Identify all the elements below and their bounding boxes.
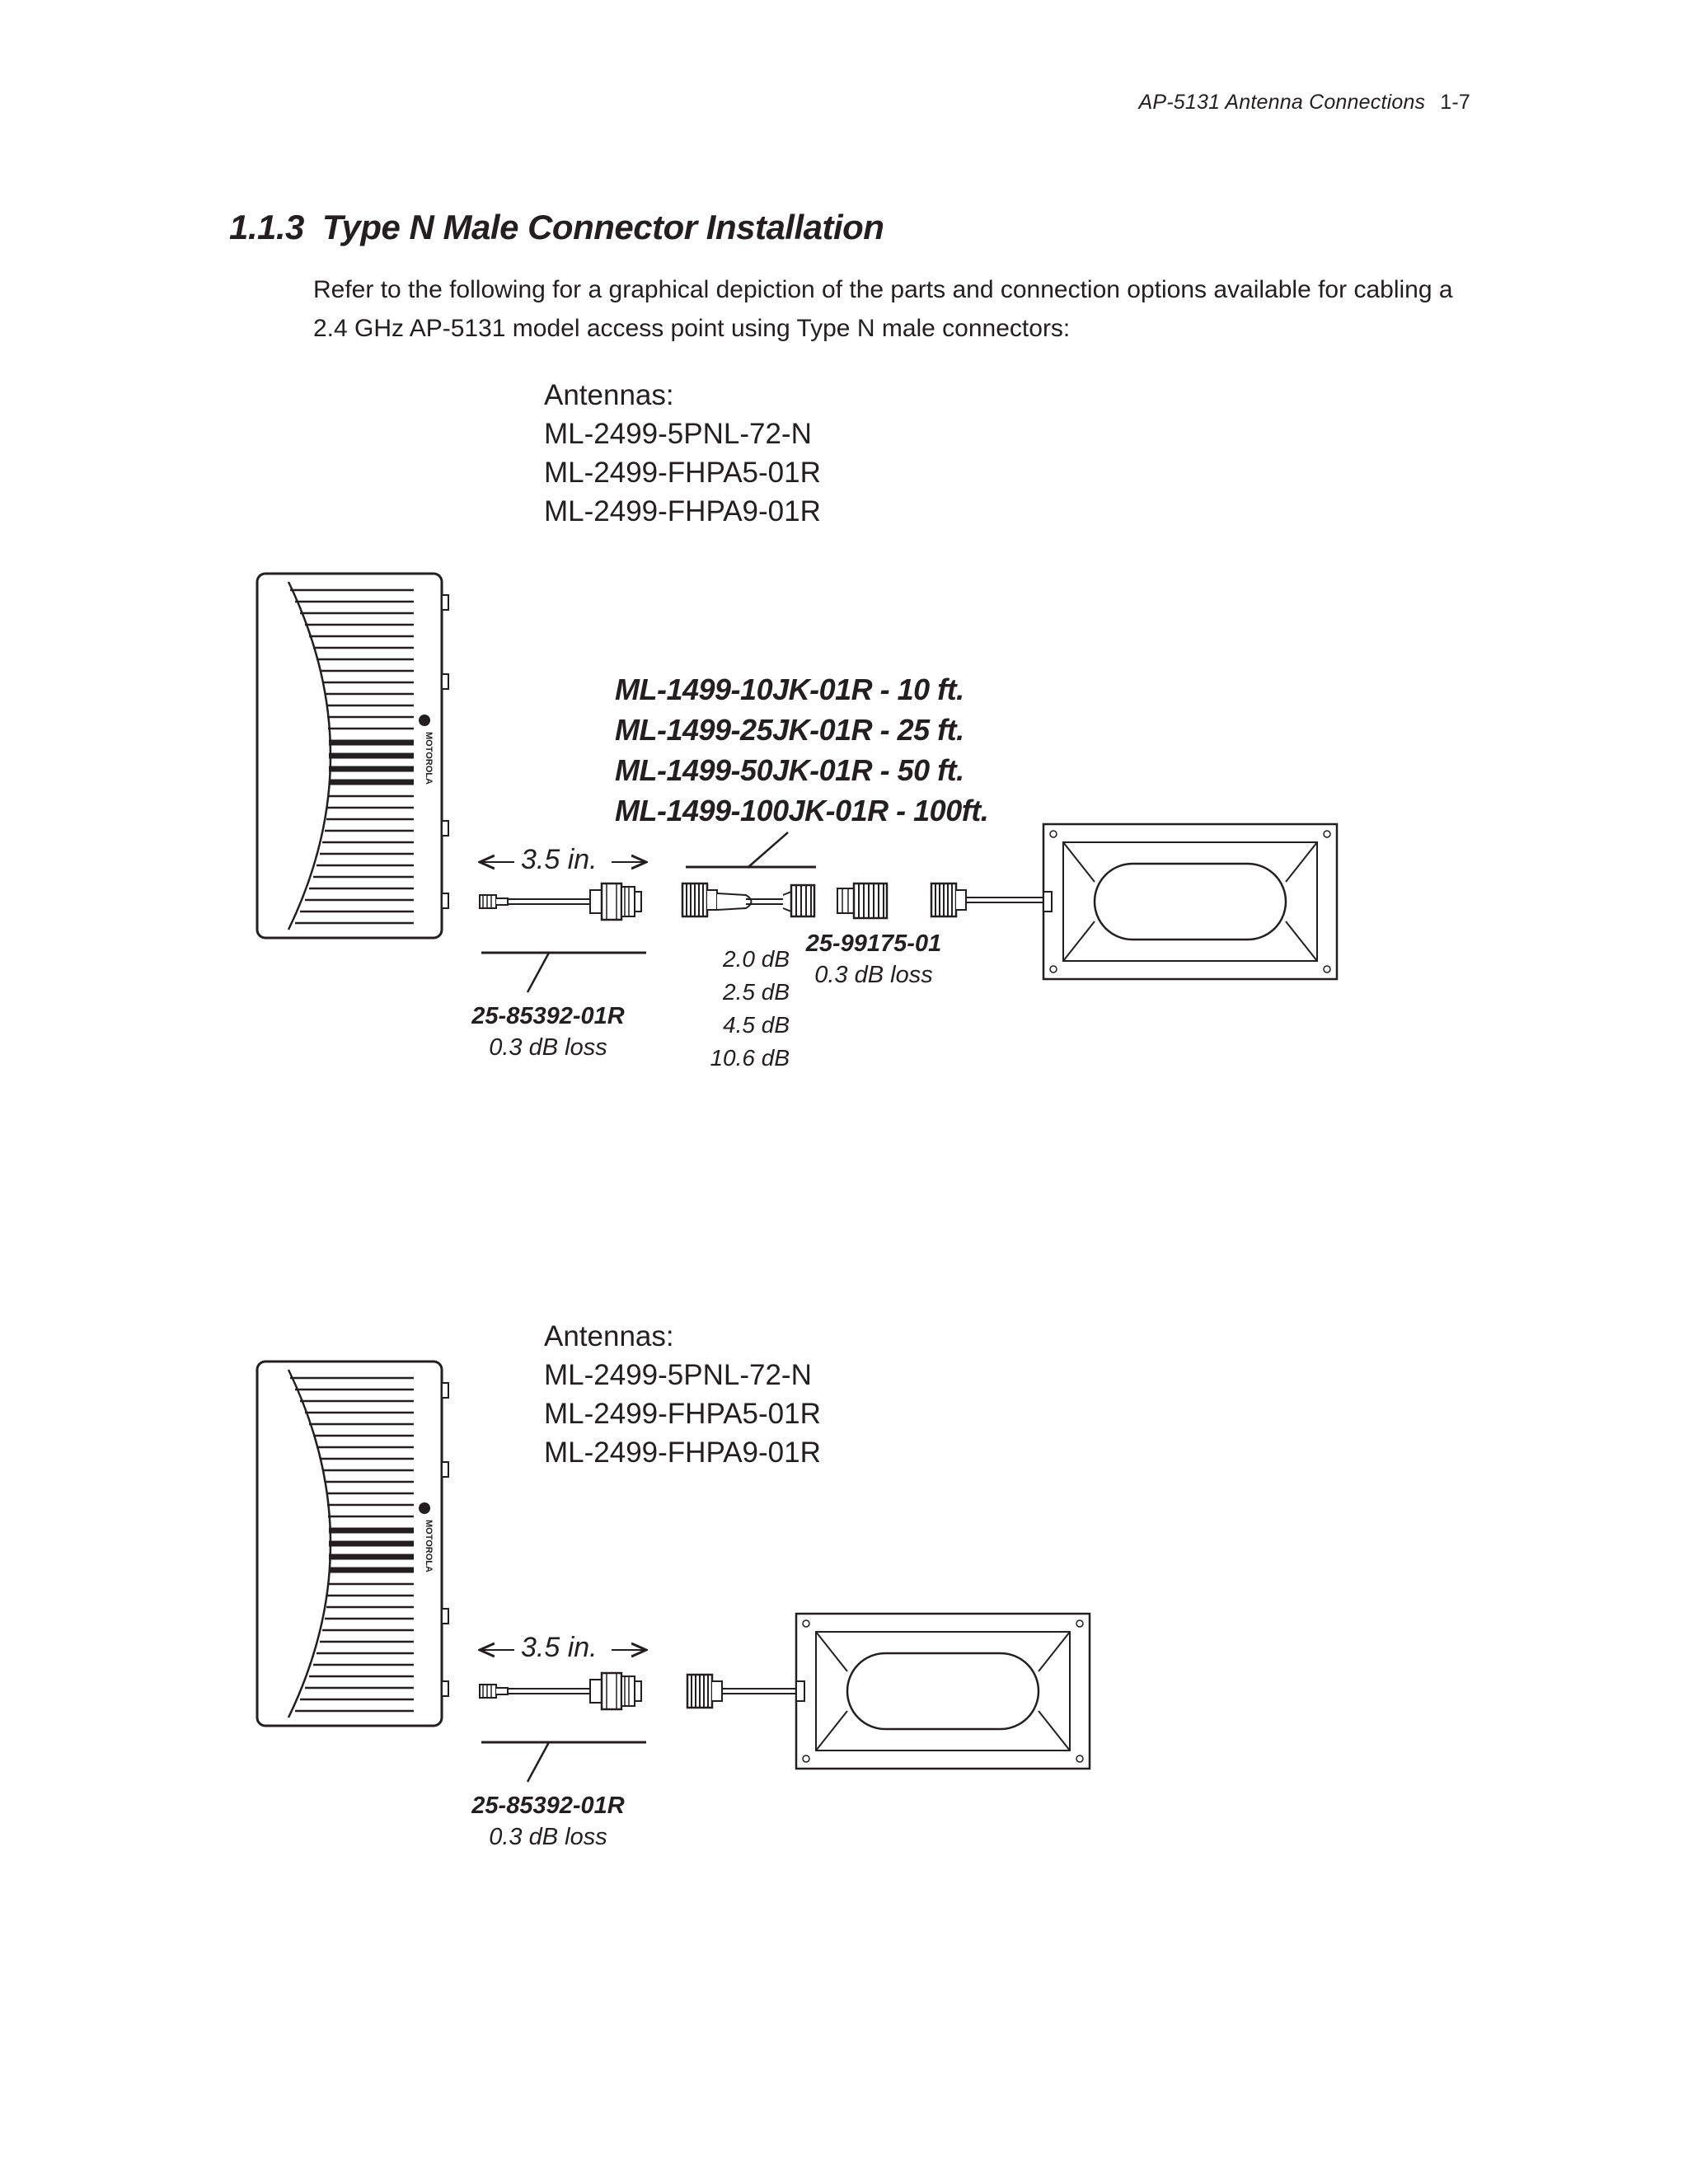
cable-item: ML-1499-10JK-01R - 10 ft. — [615, 673, 964, 706]
cable-item: ML-1499-25JK-01R - 25 ft. — [615, 713, 964, 747]
antenna-item: ML-2499-FHPA9-01R — [544, 495, 821, 527]
antennas-heading: Antennas: — [544, 1320, 674, 1352]
page-number: 1-7 — [1440, 91, 1470, 114]
cable-loss-item: 10.6 dB — [710, 1045, 790, 1071]
adapter-part-number: 25-99175-01 — [805, 930, 942, 957]
dimension-label-1: 3.5 in. — [521, 844, 598, 875]
cable-loss-item: 2.0 dB — [723, 946, 790, 972]
pigtail-part-number: 25-85392-01R — [471, 1003, 625, 1029]
cable-loss-item: 2.5 dB — [723, 979, 790, 1005]
pigtail-part-number: 25-85392-01R — [471, 1793, 625, 1819]
intro-paragraph: Refer to the following for a graphical depiction of the parts and connection options available for cabling a 2.4 GHz AP-5131 model access point using Type N male connectors: — [313, 276, 1453, 342]
access-point-1 — [257, 574, 448, 938]
pigtail-loss: 0.3 dB loss — [489, 1034, 607, 1061]
header-title: AP-5131 Antenna Connections — [1138, 91, 1426, 114]
adapter-loss: 0.3 dB loss — [814, 962, 933, 988]
cable-item: ML-1499-100JK-01R - 100ft. — [615, 794, 989, 827]
section-title: Type N Male Connector Installation — [321, 208, 884, 246]
section-number: 1.1.3 — [229, 208, 304, 246]
pigtail-callout-2 — [481, 1742, 646, 1782]
connection-diagram-art: MOTOROLA — [0, 0, 1688, 2184]
extension-cable — [682, 883, 814, 916]
panel-antenna-1 — [1043, 824, 1337, 979]
pigtail-callout-1 — [481, 953, 646, 992]
panel-antenna-2 — [796, 1614, 1090, 1769]
antenna-item: ML-2499-FHPA5-01R — [544, 1398, 821, 1430]
dimension-label-2: 3.5 in. — [521, 1632, 598, 1663]
n-adapter — [837, 883, 887, 918]
antennas-heading: Antennas: — [544, 379, 674, 411]
access-point-2 — [257, 1361, 448, 1726]
pigtail-loss: 0.3 dB loss — [489, 1824, 607, 1850]
pigtail-cable-2 — [480, 1673, 641, 1709]
antenna-item: ML-2499-5PNL-72-N — [544, 418, 812, 450]
antenna-item: ML-2499-FHPA5-01R — [544, 457, 821, 489]
cable-loss-item: 4.5 dB — [723, 1012, 790, 1038]
cable-item: ML-1499-50JK-01R - 50 ft. — [615, 753, 964, 787]
antenna-item: ML-2499-FHPA9-01R — [544, 1436, 821, 1469]
pigtail-cable-1 — [480, 883, 641, 920]
antenna-item: ML-2499-5PNL-72-N — [544, 1359, 812, 1391]
cable-callout — [686, 832, 816, 867]
